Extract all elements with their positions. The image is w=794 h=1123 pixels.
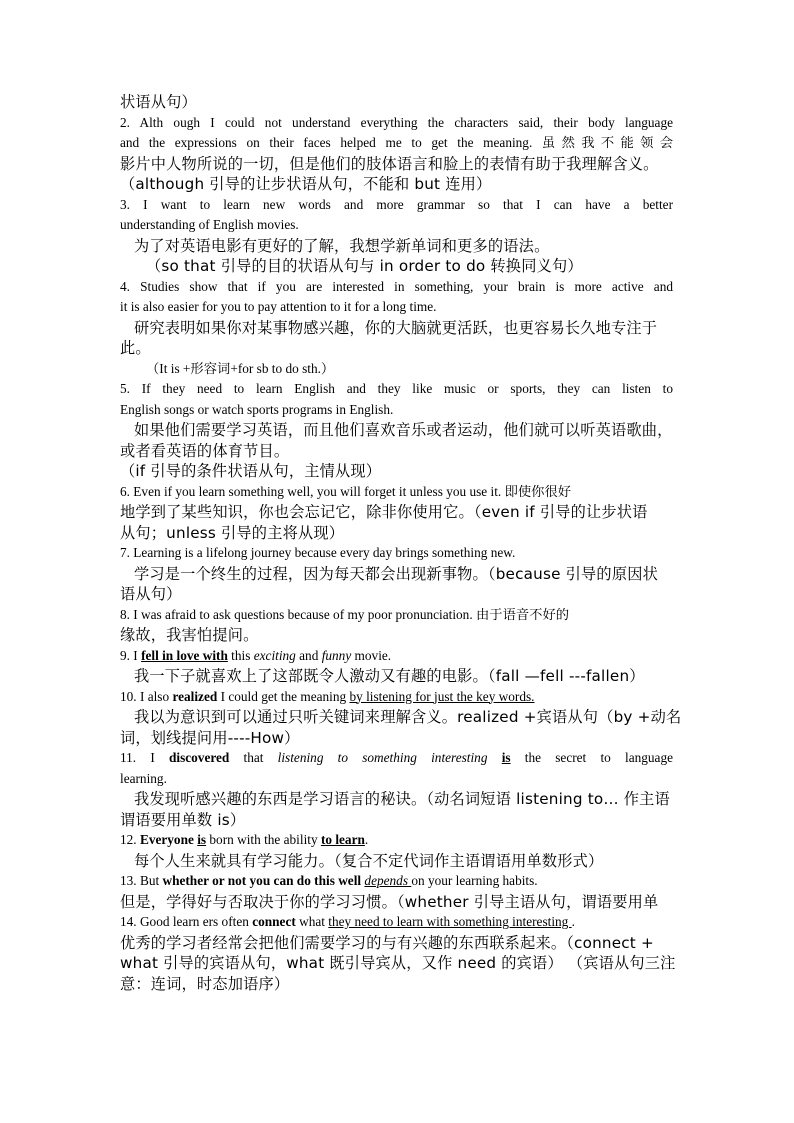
text-span: .	[571, 914, 575, 929]
key-word: is	[501, 750, 511, 765]
text-line: 影片中人物所说的一切，但是他们的肢体语言和脸上的表情有助于我理解含义。	[120, 154, 659, 173]
text-line: 我一下子就喜欢上了这部既令人激动又有趣的电影。（fall —fell ---fallen）	[134, 667, 645, 685]
text-span: .	[364, 832, 369, 847]
text-span: 9. I	[120, 647, 142, 663]
text-span: this	[227, 647, 254, 663]
sentence-14	[120, 912, 673, 933]
text-line: 6. Even if you learn something well, you will forget it unless you use it. 即使你很好	[120, 483, 572, 499]
text-line: 状语从句）	[120, 93, 197, 111]
text-line: （although 引导的让步状语从句，不能和 but 连用）	[120, 175, 492, 193]
text-line: （so that 引导的目的状语从句与 in order to do 转换同义句）	[146, 257, 583, 275]
text-line: 地学到了某些知识，你也会忘记它，除非你使用它。（even if 引导的让步状语	[120, 503, 648, 521]
text-span: 13. But	[120, 873, 163, 888]
text-line: （if 引导的条件状语从句，主情从现）	[120, 462, 382, 480]
sentence-12	[120, 830, 673, 851]
text-line: 8. I was afraid to ask questions because of my poor pronunciation. 由于语音不好的	[120, 606, 570, 622]
text-line: 我发现听感兴趣的东西是学习语言的秘诀。（动名词短语 listening to… 作主语	[134, 790, 670, 808]
text-span: and	[295, 647, 322, 663]
text-span: the secret to language	[510, 750, 673, 765]
sentence-11	[120, 748, 673, 769]
text-line: 缘故，我害怕提问。	[120, 626, 259, 644]
key-word: discovered	[168, 750, 230, 765]
key-phrase: whether or not you can do this well	[162, 873, 362, 888]
text-line: 但是，学得好与否取决于你的学习习惯。（whether 引导主语从句，谓语要用单	[120, 892, 659, 911]
text-line: 2. Alth ough I could not understand everything the characters said, their body language	[120, 114, 673, 130]
text-span	[487, 750, 501, 765]
text-line: 意：连词，时态加语序）	[120, 974, 290, 993]
text-line: learning.	[120, 770, 167, 786]
underlined-phrase: by listening for just the key words.	[349, 688, 535, 704]
text-line: it is also easier for you to pay attention to it for a long time.	[120, 299, 437, 314]
text-span: that	[229, 750, 278, 765]
emphasized-phrase: listening to something interesting	[277, 750, 488, 765]
key-word: Everyone	[139, 832, 194, 847]
text-line: 每个人生来就具有学习能力。（复合不定代词作主语谓语用单数形式）	[134, 851, 604, 870]
text-line: understanding of English movies.	[120, 217, 299, 232]
text-line: what 引导的宾语从句，what 既引导宾从，又作 need 的宾语） （宾语从句三注	[120, 954, 676, 972]
text-span: movie.	[351, 647, 392, 663]
key-word: realized	[172, 688, 218, 704]
text-span: 12.	[120, 832, 140, 847]
emphasized-word: funny	[321, 647, 352, 663]
text-line: 从句；unless 引导的主将从现）	[120, 523, 345, 542]
text-span: I could get the meaning	[217, 688, 350, 704]
text-span: born with the ability	[206, 832, 321, 847]
text-line: 词，划线提问用----How）	[120, 728, 300, 747]
key-phrase: to learn	[320, 832, 365, 847]
text-span: on your learning habits.	[411, 873, 538, 888]
key-phrase: fell in love with	[141, 647, 228, 663]
text-line: 7. Learning is a lifelong journey because every day brings something new.	[120, 545, 516, 560]
text-line: 我以为意识到可以通过只听关键词来理解含义。realized +宾语从句（by +动名	[134, 708, 682, 726]
text-line: 为了对英语电影有更好的了解，我想学新单词和更多的语法。	[134, 236, 550, 255]
text-line: 语从句）	[120, 585, 182, 603]
sentence-10	[120, 687, 673, 708]
emphasized-word: depends	[364, 873, 412, 888]
text-line: （It is +形容词+for sb to do sth.）	[146, 360, 335, 376]
text-line: 3. I want to learn new words and more grammar so that I can have a better	[120, 196, 673, 212]
text-line: 如果他们需要学习英语，而且他们喜欢音乐或者运动，他们就可以听英语歌曲，	[134, 421, 673, 439]
key-word: connect	[252, 914, 296, 929]
text-span: what	[295, 914, 329, 929]
text-line: 5. If they need to learn English and they like music or sports, they can listen to	[120, 381, 673, 396]
text-line: 或者看英语的体育节目。	[120, 441, 290, 460]
text-span: 14. Good learn ers often	[120, 914, 253, 929]
text-line: English songs or watch sports programs in English.	[120, 401, 394, 417]
text-span: 10. I also	[120, 688, 173, 704]
sentence-9	[120, 646, 673, 667]
emphasized-word: exciting	[253, 647, 296, 663]
text-line: 4. Studies show that if you are interested in something, your brain is more active and	[120, 278, 673, 294]
text-line: 谓语要用单数 is）	[120, 810, 246, 829]
document-page	[120, 92, 682, 994]
key-word: is	[197, 832, 207, 847]
text-line: and the expressions on their faces helped me to get the meaning. 虽然我不能领会	[120, 135, 673, 150]
text-span: 11. I	[120, 750, 169, 765]
text-line: 学习是一个终生的过程，因为每天都会出现新事物。（because 引导的原因状	[134, 564, 658, 583]
sentence-13	[120, 871, 673, 892]
underlined-phrase: they need to learn with something interesting	[328, 914, 572, 929]
text-line: 此。	[120, 339, 151, 357]
text-line: 优秀的学习者经常会把他们需要学习的与有兴趣的东西联系起来。（connect +	[120, 933, 654, 952]
text-line: 研究表明如果你对某事物感兴趣，你的大脑就更活跃，也更容易长久地专注于	[134, 318, 658, 337]
